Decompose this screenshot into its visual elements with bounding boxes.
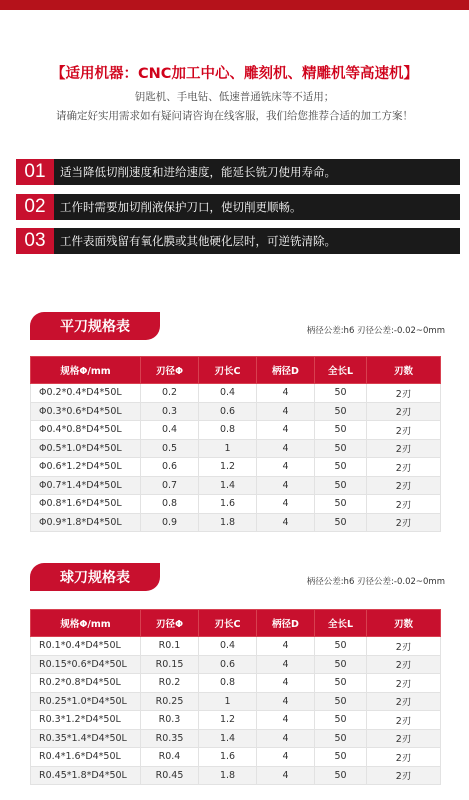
table-cell: 0.8 (141, 495, 199, 514)
table-row (31, 513, 441, 532)
flat-tolerance-note: 柄径公差:h6 刃径公差:-0.02~0mm (306, 326, 445, 336)
table-cell: Φ0.9*1.8*D4*50L (31, 513, 141, 532)
table-cell: 2刃 (367, 402, 441, 421)
table-cell: 2刃 (367, 692, 441, 711)
table-cell: R0.15 (141, 655, 199, 674)
table-cell: 0.4 (141, 421, 199, 440)
column-header: 刃长C (199, 357, 257, 384)
table-cell: R0.35 (141, 729, 199, 748)
column-header: 刃长C (199, 610, 257, 637)
table-row (31, 476, 441, 495)
table-row (31, 729, 441, 748)
table-cell: 2刃 (367, 421, 441, 440)
table-cell: 2刃 (367, 513, 441, 532)
column-header: 刃数 (367, 357, 441, 384)
flat-spec-table (30, 356, 441, 532)
table-cell: 0.6 (199, 655, 257, 674)
table-cell: Φ0.3*0.6*D4*50L (31, 402, 141, 421)
column-header: 全长L (315, 610, 367, 637)
table-cell: 0.3 (141, 402, 199, 421)
table-cell: 2刃 (367, 748, 441, 767)
column-header: 刃径Φ (141, 357, 199, 384)
table-cell: Φ0.5*1.0*D4*50L (31, 439, 141, 458)
table-cell: 2刃 (367, 384, 441, 403)
table-cell: 4 (257, 674, 315, 693)
table-cell: 50 (315, 655, 367, 674)
consult-note: 请确定好实用需求如有疑问请咨询在线客服，我们给您推荐合适的加工方案！ (56, 110, 413, 122)
ball-spec-title: 球刀规格表 (30, 563, 160, 591)
table-cell: 1.2 (199, 458, 257, 477)
table-cell: 0.2 (141, 384, 199, 403)
table-cell: R0.2*0.8*D4*50L (31, 674, 141, 693)
table-cell: 0.4 (199, 637, 257, 656)
table-cell: R0.3*1.2*D4*50L (31, 711, 141, 730)
table-cell: 4 (257, 655, 315, 674)
tip-number: 01 (16, 159, 54, 185)
table-cell: R0.1 (141, 637, 199, 656)
table-cell: 1 (199, 439, 257, 458)
table-cell: Φ0.6*1.2*D4*50L (31, 458, 141, 477)
table-cell: 0.9 (141, 513, 199, 532)
table-cell: 50 (315, 692, 367, 711)
table-cell: 4 (257, 729, 315, 748)
table-cell: 50 (315, 711, 367, 730)
table-cell: 4 (257, 513, 315, 532)
ball-tolerance-note: 柄径公差:h6 刃径公差:-0.02~0mm (306, 577, 445, 587)
table-row (31, 439, 441, 458)
table-header-row (31, 357, 441, 384)
table-cell: 50 (315, 402, 367, 421)
tip-03 (16, 228, 460, 254)
table-row (31, 637, 441, 656)
column-header: 刃径Φ (141, 610, 199, 637)
column-header: 柄径D (257, 610, 315, 637)
table-cell: 1.6 (199, 495, 257, 514)
table-cell: 2刃 (367, 729, 441, 748)
tip-number: 02 (16, 194, 54, 220)
table-cell: Φ0.7*1.4*D4*50L (31, 476, 141, 495)
table-cell: 2刃 (367, 439, 441, 458)
table-row (31, 402, 441, 421)
table-cell: R0.25*1.0*D4*50L (31, 692, 141, 711)
table-cell: 1.4 (199, 476, 257, 495)
tip-02 (16, 194, 460, 220)
table-row (31, 655, 441, 674)
column-header: 规格Φ/mm (31, 357, 141, 384)
table-cell: 4 (257, 692, 315, 711)
column-header: 全长L (315, 357, 367, 384)
table-cell: 4 (257, 458, 315, 477)
column-header: 规格Φ/mm (31, 610, 141, 637)
table-cell: 2刃 (367, 766, 441, 785)
table-row (31, 674, 441, 693)
table-row (31, 748, 441, 767)
table-cell: R0.1*0.4*D4*50L (31, 637, 141, 656)
table-cell: R0.35*1.4*D4*50L (31, 729, 141, 748)
flat-spec-title: 平刀规格表 (30, 312, 160, 340)
table-cell: Φ0.4*0.8*D4*50L (31, 421, 141, 440)
table-cell: 4 (257, 495, 315, 514)
table-cell: 4 (257, 748, 315, 767)
table-cell: 1.8 (199, 513, 257, 532)
applicable-machines-headline: 【适用机器：CNC加工中心、雕刻机、精雕机等高速机】 (51, 66, 418, 82)
table-row (31, 711, 441, 730)
table-cell: 50 (315, 729, 367, 748)
table-cell: 50 (315, 476, 367, 495)
tip-number: 03 (16, 228, 54, 254)
table-cell: 2刃 (367, 655, 441, 674)
table-cell: R0.15*0.6*D4*50L (31, 655, 141, 674)
table-cell: R0.45*1.8*D4*50L (31, 766, 141, 785)
table-cell: 0.5 (141, 439, 199, 458)
table-cell: 1 (199, 692, 257, 711)
table-row (31, 692, 441, 711)
table-cell: 2刃 (367, 476, 441, 495)
table-row (31, 384, 441, 403)
table-row (31, 458, 441, 477)
table-cell: R0.25 (141, 692, 199, 711)
table-cell: 4 (257, 476, 315, 495)
column-header: 刃数 (367, 610, 441, 637)
table-cell: 4 (257, 711, 315, 730)
table-cell: 1.8 (199, 766, 257, 785)
table-cell: 2刃 (367, 674, 441, 693)
top-accent-bar (0, 0, 469, 10)
table-cell: 50 (315, 495, 367, 514)
table-cell: 2刃 (367, 495, 441, 514)
table-cell: 2刃 (367, 637, 441, 656)
table-cell: 4 (257, 766, 315, 785)
table-cell: 4 (257, 637, 315, 656)
table-cell: 4 (257, 384, 315, 403)
table-cell: 50 (315, 421, 367, 440)
ball-spec-table (30, 609, 441, 785)
table-cell: 50 (315, 766, 367, 785)
not-applicable-note: 钥匙机、手电钻、低速普通铣床等不适用； (134, 91, 335, 103)
table-cell: 4 (257, 439, 315, 458)
table-cell: 0.6 (141, 458, 199, 477)
table-cell: 0.6 (199, 402, 257, 421)
table-cell: 50 (315, 458, 367, 477)
table-cell: 1.2 (199, 711, 257, 730)
table-cell: Φ0.8*1.6*D4*50L (31, 495, 141, 514)
table-cell: 50 (315, 513, 367, 532)
table-cell: 4 (257, 402, 315, 421)
table-cell: 50 (315, 674, 367, 693)
table-cell: 0.4 (199, 384, 257, 403)
table-cell: Φ0.2*0.4*D4*50L (31, 384, 141, 403)
table-cell: R0.4*1.6*D4*50L (31, 748, 141, 767)
table-cell: 50 (315, 384, 367, 403)
table-row (31, 766, 441, 785)
table-row (31, 421, 441, 440)
tip-text: 工作时需要加切削液保护刀口，使切削更顺畅。 (60, 200, 302, 214)
table-header-row (31, 610, 441, 637)
table-cell: 4 (257, 421, 315, 440)
table-cell: R0.3 (141, 711, 199, 730)
table-cell: 0.7 (141, 476, 199, 495)
table-cell: R0.2 (141, 674, 199, 693)
table-cell: 1.4 (199, 729, 257, 748)
table-row (31, 495, 441, 514)
table-cell: 2刃 (367, 458, 441, 477)
tip-01 (16, 159, 460, 185)
table-cell: 50 (315, 439, 367, 458)
table-cell: 50 (315, 748, 367, 767)
table-cell: 50 (315, 637, 367, 656)
tip-text: 适当降低切削速度和进给速度，能延长铣刀使用寿命。 (60, 165, 336, 179)
tip-text: 工件表面残留有氧化膜或其他硬化层时，可逆铣清除。 (60, 234, 336, 248)
table-cell: R0.45 (141, 766, 199, 785)
table-cell: 1.6 (199, 748, 257, 767)
table-cell: 0.8 (199, 674, 257, 693)
table-cell: 2刃 (367, 711, 441, 730)
table-cell: 0.8 (199, 421, 257, 440)
table-cell: R0.4 (141, 748, 199, 767)
column-header: 柄径D (257, 357, 315, 384)
